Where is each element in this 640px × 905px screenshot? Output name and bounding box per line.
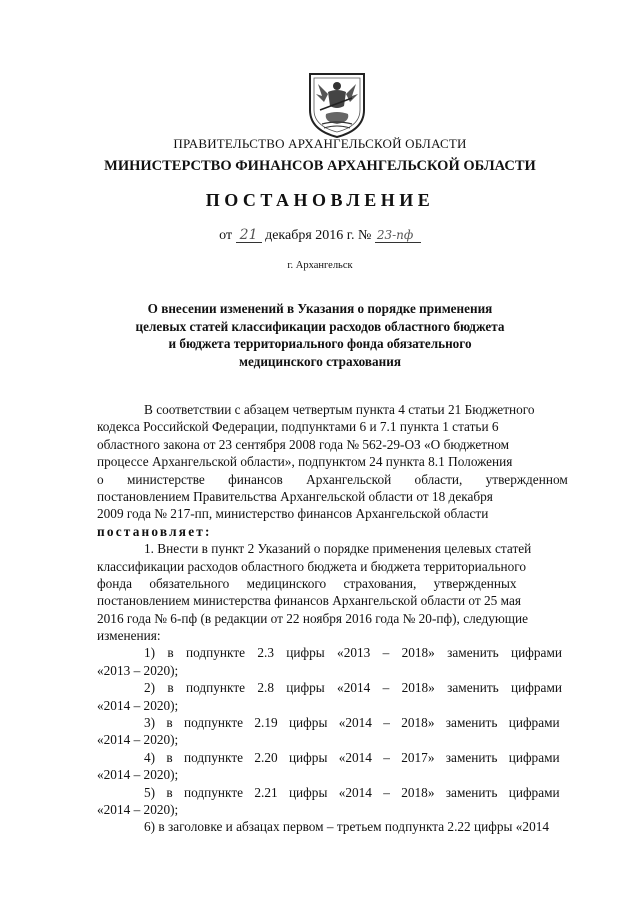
list-item-cont: «2013 – 2020);: [97, 662, 179, 678]
document-title: [110, 300, 530, 370]
date-prefix: от: [219, 228, 233, 243]
body-line: изменения:: [97, 628, 161, 644]
body-line: областного закона от 23 сентября 2008 года № 562-29-ОЗ «О бюджетном: [97, 436, 510, 452]
date-rest: декабря 2016 г. №: [265, 228, 372, 243]
body-line: постановлением министерства финансов Архангельской области от 25 мая: [97, 593, 521, 609]
body-line: В соответствии с абзацем четвертым пункта 4 статьи 21 Бюджетного: [144, 402, 535, 417]
resolves-word: постановляет:: [97, 523, 212, 539]
body-line: постановлением Правительства Архангельской области от 18 декабря: [97, 488, 493, 504]
body-line: процессе Архангельской области», подпунктом 24 пункта 8.1 Положения: [97, 454, 513, 470]
government-name: ПРАВИТЕЛЬСТВО АРХАНГЕЛЬСКОЙ ОБЛАСТИ: [173, 136, 467, 151]
coat-of-arms-icon: [304, 70, 370, 140]
list-item: 4) в подпункте 2.20 цифры «2014 – 2017» заменить цифрами: [144, 749, 560, 765]
body-line: 6) в заголовке и абзацах первом – третьем подпункта 2.22 цифры «2014: [144, 819, 550, 835]
handwritten-number: 23-пф: [375, 228, 421, 243]
body-line: классификации расходов областного бюджета и бюджета территориального: [97, 558, 527, 574]
ministry-name: МИНИСТЕРСТВО ФИНАНСОВ АРХАНГЕЛЬСКОЙ ОБЛАСТИ: [104, 158, 536, 174]
list-item: 1) в подпункте 2.3 цифры «2013 – 2018» заменить цифрами: [144, 645, 562, 661]
title-line: и бюджета территориального фонда обязательного: [168, 336, 472, 351]
city: г. Архангельск: [287, 260, 353, 271]
body-line: фонда обязательного медицинского страхования, утвержденных: [97, 575, 517, 591]
body-line: 2016 года № 6-пф (в редакции от 22 ноября 2016 года № 20-пф), следующие: [97, 610, 529, 626]
list-item-cont: «2014 – 2020);: [97, 801, 179, 817]
title-line: медицинского страхования: [239, 353, 401, 369]
handwritten-day: 21: [236, 228, 262, 243]
body-line: о министерстве финансов Архангельской области, утвержденном: [97, 471, 568, 487]
title-line: целевых статей классификации расходов областного бюджета: [135, 318, 505, 334]
list-item: 2) в подпункте 2.8 цифры «2014 – 2018» заменить цифрами: [144, 680, 562, 696]
body-line: кодекса Российской Федерации, подпунктами 6 и 7.1 пункта 1 статьи 6: [97, 419, 499, 435]
list-item-cont: «2014 – 2020);: [97, 767, 179, 783]
body-line: 1. Внести в пункт 2 Указаний о порядке применения целевых статей: [144, 541, 532, 557]
title-line: О внесении изменений в Указания о порядке применения: [147, 301, 493, 316]
body-line: 2009 года № 217-пп, министерство финансов Архангельской области: [97, 506, 489, 522]
document-type: ПОСТАНОВЛЕНИЕ: [205, 190, 435, 210]
document-body: [97, 401, 582, 836]
list-item: 5) в подпункте 2.21 цифры «2014 – 2018» заменить цифрами: [144, 784, 560, 800]
list-item: 3) в подпункте 2.19 цифры «2014 – 2018» заменить цифрами: [144, 715, 560, 731]
date-line: [0, 228, 640, 244]
list-item-cont: «2014 – 2020);: [97, 697, 179, 713]
list-item-cont: «2014 – 2020);: [97, 732, 179, 748]
